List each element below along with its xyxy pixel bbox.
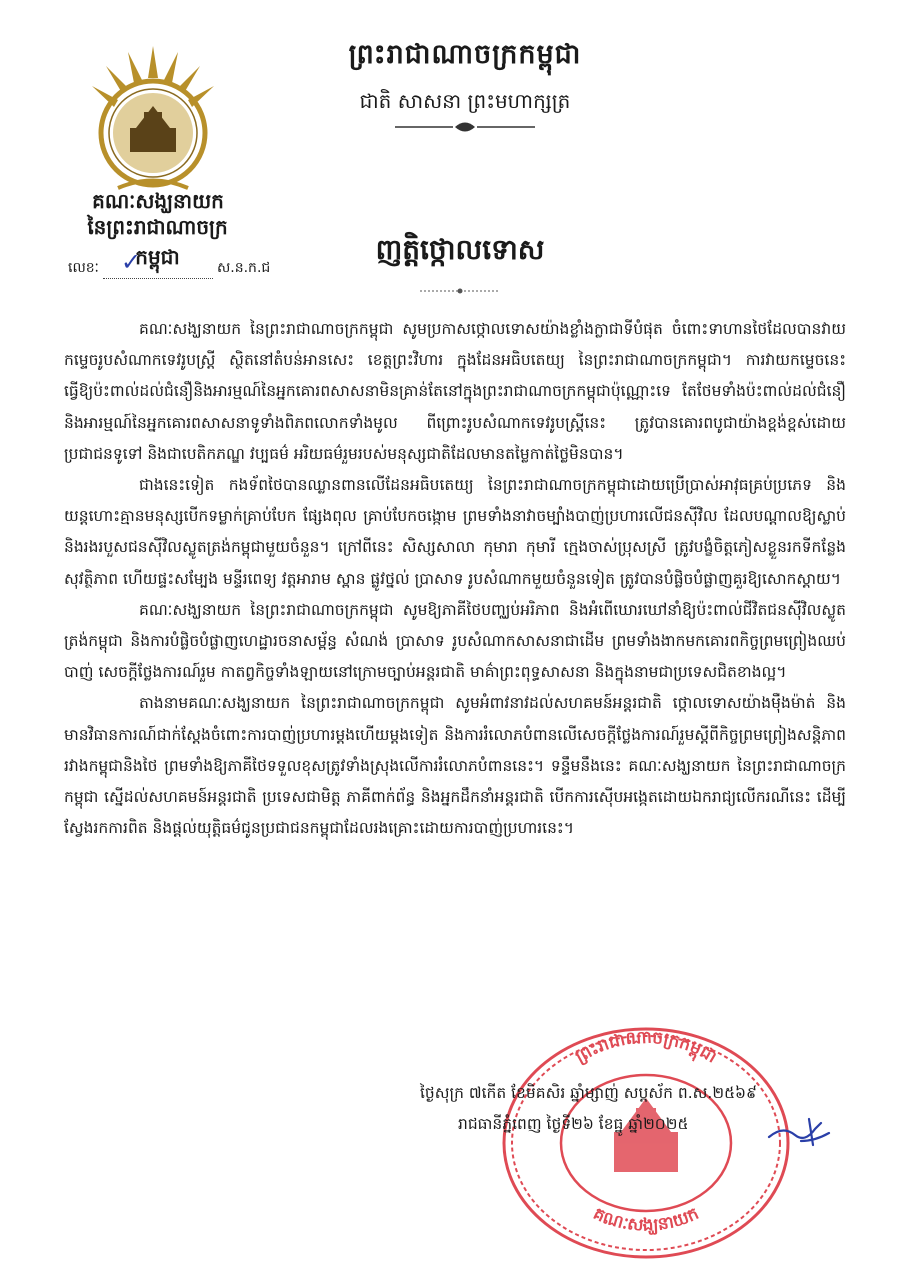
reference-blank xyxy=(103,248,213,279)
solar-date-location: រាជធានីភ្នំពេញ ថ្ងៃទី២៦ ខែធ្នូ ឆ្នាំ២០២៥ xyxy=(458,1115,689,1133)
paragraph: គណៈសង្ឃនាយក នៃព្រះរាជាណាចក្រកម្ពុជា សូមប្រកាសថ្កោលទោសយ៉ាងខ្លាំងក្លាជាទីបំផុត ចំពោះទាហានថៃដែលបានវាយកម្ទេចរូបសំណាកទេវរូបស្ត្រី ស្ថិតនៅតំបន់អានសេះ ខេត្តព្រះវិហារ ក្នុងដែនអធិបតេយ្យ នៃព្រះរាជាណាចក្រកម្ពុជា។ ការវាយកម្ទេចនេះ ធ្វើឱ្យប៉ះពាល់ដល់ជំនឿនិងអារម្មណ៍នៃអ្នកគោរពសាសនាមិនគ្រាន់តែនៅក្នុងព្រះរាជាណាចក្រកម្ពុជាប៉ុណ្ណោះទេ តែថែមទាំងប៉ះពាល់ដល់ជំនឿនិងអារម្មណ៍នៃអ្នកគោរពសាសនាទូទាំងពិភពលោកទាំងមូល ពីព្រោះរូបសំណាកទេវរូបស្ត្រីនេះ ត្រូវបានគោរពបូជាយ៉ាងខ្ពង់ខ្ពស់ដោយប្រជាជនទូទៅ និងជាបេតិកភណ្ឌ វប្បធម៌ អរិយធម៌រួមរបស់មនុស្សជាតិដែលមានតម្លៃកាត់ថ្លៃមិនបាន។ xyxy=(64,320,846,463)
handwritten-check-icon: ✓ xyxy=(120,248,142,276)
signature-icon xyxy=(765,1115,835,1153)
reference-suffix: ស.ន.ក.ជ xyxy=(216,260,271,276)
paragraph: គណៈសង្ឃនាយក នៃព្រះរាជាណាចក្រកម្ពុជា សូមឱ្យភាគីថៃបញ្ឈប់អរិភាព និងអំពើឃោរឃៅនាំឱ្យប៉ះពាល់ជីវិតជនស៊ីវិលស្លូតត្រង់កម្ពុជា និងការបំផ្លិចបំផ្លាញហេដ្ឋារចនាសម្ព័ន្ធ សំណង់ ប្រាសាទ រូបសំណាកសាសនាជាដើម ព្រមទាំងងាកមកគោរពកិច្ចព្រមព្រៀងឈប់បាញ់ សេចក្តីថ្លែងការណ៍រួម កាតព្វកិច្ចទាំងឡាយនៅក្រោមច្បាប់អន្តរជាតិ មាគ៌ាព្រះពុទ្ធសាសនា និងក្នុងនាមជាប្រទេសជិតខាងល្អ។ xyxy=(64,600,846,682)
paragraph: ជាងនេះទៀត កងទ័ពថៃបានឈ្លានពានលើដែនអធិបតេយ្យ នៃព្រះរាជាណាចក្រកម្ពុជាដោយប្រើប្រាស់អាវុធគ្រប់ប្រភេទ និងយន្តហោះគ្មានមនុស្សបើកទម្លាក់គ្រាប់បែក ផ្សែងពុល គ្រាប់បែកចង្កោម ព្រមទាំងនាវាចម្បាំងបាញ់ប្រហារលើជនស៊ីវិល ដែលបណ្តាលឱ្យស្លាប់ និងរងរបួសជនស៊ីវិលស្លូតត្រង់កម្ពុជាមួយចំនួន។ ក្រៅពីនេះ សិស្សសាលា កុមារា កុមារី ក្មេងចាស់ប្រុសស្រី ត្រូវបង្ខំចិត្តភៀសខ្លួនរកទីកន្លែងសុវត្ថិភាព ហើយផ្ទះសម្បែង មន្ទីរពេទ្យ វត្តអារាម ស្ពាន ផ្លូវថ្នល់ ប្រាសាទ រូបសំណាកមួយចំនួនទៀត ត្រូវបានបំផ្លិចបំផ្លាញគួរឱ្យសោកស្តាយ។ xyxy=(64,476,846,588)
reference-number xyxy=(68,248,271,279)
reference-prefix: លេខៈ xyxy=(68,260,99,276)
svg-text:ព្រះរាជាណាចក្រកម្ពុជា xyxy=(572,1028,720,1068)
document-body xyxy=(64,314,846,844)
official-seal-icon xyxy=(496,1022,796,1264)
kingdom-heading: ព្រះរាជាណាចក្រកម្ពុជា xyxy=(348,39,582,70)
national-motto: ជាតិ សាសនា ព្រះមហាក្សត្រ xyxy=(359,89,571,113)
document-title: ញត្តិថ្កោលទោស xyxy=(375,233,545,266)
organization-name-line2: នៃព្រះរាជាណាចក្រកម្ពុជា xyxy=(87,215,228,269)
organization-name-line1: គណៈសង្ឃនាយក xyxy=(92,189,224,213)
paragraph: តាងនាមគណៈសង្ឃនាយក នៃព្រះរាជាណាចក្រកម្ពុជា សូមអំពាវនាវដល់សហគមន៍អន្តរជាតិ ថ្កោលទោសយ៉ាងម៉ឺងម៉ាត់ និងមានវិធានការណ៍ជាក់ស្តែងចំពោះការបាញ់ប្រហារម្តងហើយម្តងទៀត និងការរំលោភបំពានលើសេចក្តីថ្លែងការណ៍រួមស្តីពីកិច្ចព្រមព្រៀងសន្តិភាពរវាងកម្ពុជានិងថៃ ព្រមទាំងឱ្យភាគីថៃទទួលខុសត្រូវទាំងស្រុងលើការរំលោភបំពាននេះ។ ទន្ទឹមនឹងនេះ គណៈសង្ឃនាយក នៃព្រះរាជាណាចក្រកម្ពុជា ស្នើដល់សហគមន៍អន្តរជាតិ ប្រទេសជាមិត្ត ភាគីពាក់ព័ន្ធ និងអ្នកដឹកនាំអន្តរជាតិ បើកការស៊ើបអង្កេតដោយឯករាជ្យលើករណីនេះ ដើម្បីស្វែងរកការពិត និងផ្តល់យុត្តិធម៌ជូនប្រជាជនកម្ពុជាដែលរងគ្រោះដោយការបាញ់ប្រហារនេះ។ xyxy=(64,694,846,838)
svg-text:គណៈសង្ឃនាយក xyxy=(590,1204,702,1236)
lunar-date: ថ្ងៃសុក្រ ៧កើត ខែមិគសិរ ឆ្នាំម្សាញ់ សប្តស័ក ព.ស.២៥៦៩ xyxy=(420,1084,757,1102)
title-divider-icon xyxy=(420,286,500,296)
organization-logo-icon xyxy=(78,38,228,198)
seal-bottom-text: គណៈសង្ឃនាយក xyxy=(589,1203,703,1236)
seal-top-text: ព្រះរាជាណាចក្រកម្ពុជា xyxy=(572,1027,721,1068)
ornament-divider-icon xyxy=(395,120,535,134)
